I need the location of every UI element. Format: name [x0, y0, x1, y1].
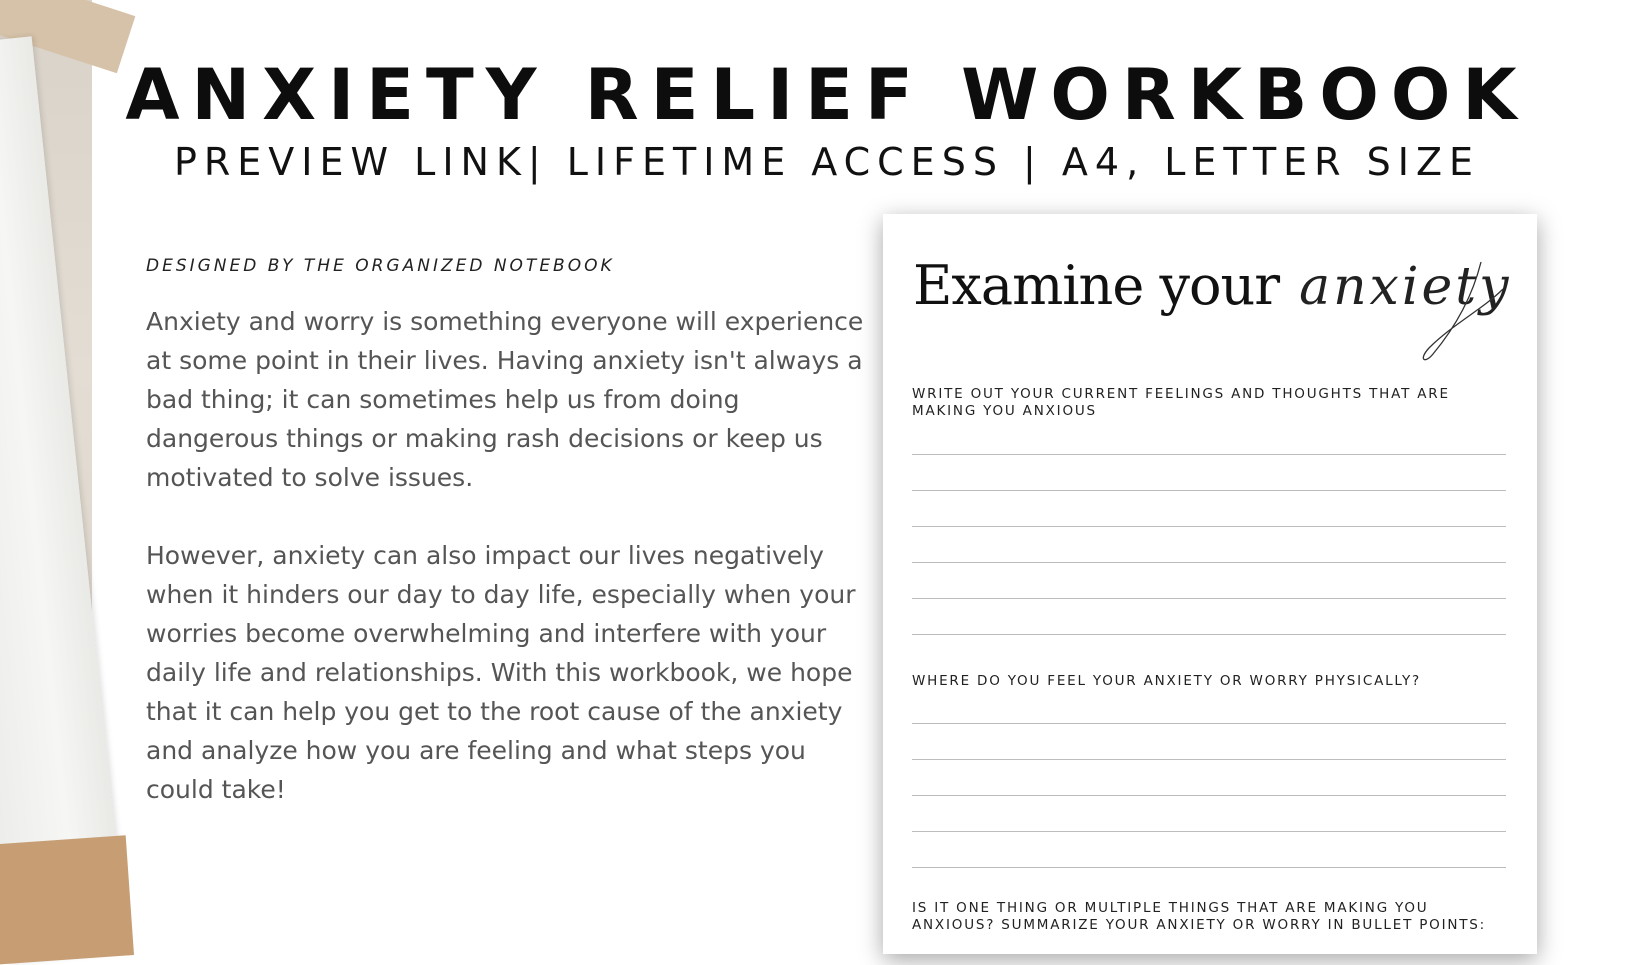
worksheet-prompt-2: WHERE DO YOU FEEL YOUR ANXIETY OR WORRY PHYSICALLY? [912, 673, 1421, 689]
answer-line [912, 723, 1506, 724]
script-flourish-icon [1363, 254, 1513, 364]
envelope-photo [0, 835, 134, 964]
intro-paragraph-1: Anxiety and worry is something everyone will experience at some point in their lives. Having anxiety isn't always a bad thing; it can sometimes help us from doing dangerous things or making rash decisions or keep us motivated to solve issues. [146, 307, 864, 492]
designer-credit: DESIGNED BY THE ORGANIZED NOTEBOOK [146, 256, 615, 276]
answer-line [912, 454, 1506, 455]
decorative-photo-strip [0, 0, 92, 924]
page-subtitle: PREVIEW LINK| LIFETIME ACCESS | A4, LETTER SIZE [173, 140, 1481, 184]
worksheet-prompt-3: IS IT ONE THING OR MULTIPLE THINGS THAT ARE MAKING YOU ANXIOUS? SUMMARIZE YOUR ANXIETY OR WORRY IN BULLET POINTS: [912, 900, 1487, 933]
worksheet-preview [883, 214, 1537, 954]
answer-line [912, 490, 1506, 491]
answer-line [912, 795, 1506, 796]
intro-paragraph-2: However, anxiety can also impact our lives negatively when it hinders our day to day life, especially when your worries become overwhelming and interfere with your daily life and relationships. With this workbook, we hope that it can help you get to the root cause of the anxiety and analyze how you are feeling and what steps you could take! [146, 541, 856, 804]
answer-line [912, 562, 1506, 563]
answer-line [912, 526, 1506, 527]
answer-line [912, 867, 1506, 868]
worksheet-prompt-1: WRITE OUT YOUR CURRENT FEELINGS AND THOUGHTS THAT ARE MAKING YOU ANXIOUS [912, 386, 1450, 419]
intro-text [146, 302, 866, 848]
worksheet-heading-script: anxiety [1299, 257, 1512, 317]
answer-line [912, 598, 1506, 599]
page-title: ANXIETY RELIEF WORKBOOK [125, 54, 1529, 136]
answer-line [912, 831, 1506, 832]
answer-line [912, 759, 1506, 760]
answer-line [912, 634, 1506, 635]
worksheet-heading-serif: Examine your [913, 254, 1280, 317]
